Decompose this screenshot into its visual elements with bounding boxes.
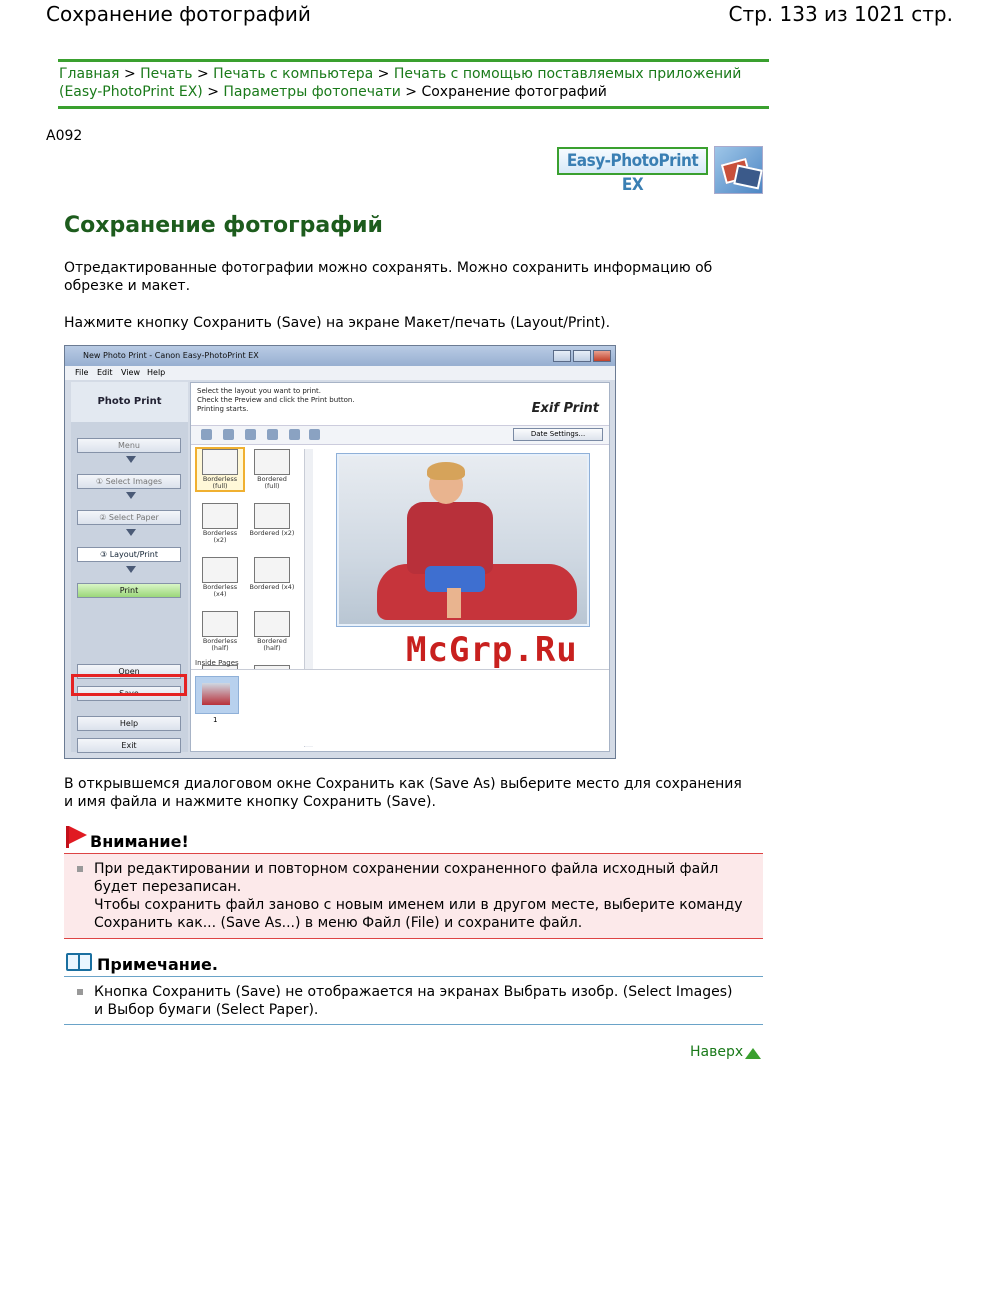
flag-icon [66, 826, 69, 848]
breadcrumb-link-home[interactable]: Главная [59, 66, 120, 82]
layout-item: Bordered (full) [249, 449, 295, 490]
select-images-step-button: ① Select Images [77, 474, 181, 489]
layout-item: Borderless (half) [197, 611, 243, 652]
down-arrow-icon [126, 566, 136, 573]
breadcrumb-separator: > [377, 66, 390, 82]
attention-title: Внимание! [90, 832, 189, 851]
layout-item: Bordered (x2) [249, 503, 295, 537]
bullet-icon [77, 989, 83, 995]
side-title: Photo Print [71, 382, 188, 422]
breadcrumb-separator: > [207, 84, 219, 100]
open-button: Open [77, 664, 181, 679]
app-badge: Easy-PhotoPrint EX [557, 147, 708, 175]
breadcrumb-link-print[interactable]: Печать [140, 66, 193, 82]
note-title: Примечание. [97, 955, 218, 974]
date-settings-button: Date Settings... [513, 428, 603, 441]
breadcrumb-separator: > [196, 66, 209, 82]
note-top-rule [64, 976, 763, 977]
toolbar [191, 425, 609, 445]
tool-icon [201, 429, 212, 440]
side-panel [71, 382, 188, 752]
menu-file: File [75, 368, 89, 377]
save-button: Save [77, 686, 181, 701]
note-bottom-rule [64, 1024, 763, 1025]
intro-paragraph: Отредактированные фотографии можно сохранять. Можно сохранить информацию об обрезке и макет. [64, 260, 713, 294]
maximize-icon [573, 350, 591, 362]
layout-item: Borderless (x2) [197, 503, 243, 544]
down-arrow-icon [126, 456, 136, 463]
breadcrumb-link-bundled-apps[interactable]: Печать с помощью поставляемых приложений (Easy-PhotoPrint EX) [59, 66, 742, 100]
instructions [197, 387, 355, 414]
exit-button: Exit [77, 738, 181, 753]
breadcrumb-link-photo-print-settings[interactable]: Параметры фотопечати [223, 84, 401, 100]
breadcrumb [59, 65, 759, 101]
layout-print-step-button: ③ Layout/Print [77, 547, 181, 562]
menu-view: View [121, 368, 140, 377]
bullet-icon [77, 866, 83, 872]
save-highlight-frame [71, 674, 187, 696]
page-thumbnail [195, 676, 239, 714]
tool-icon [223, 429, 234, 440]
breadcrumb-link-print-from-computer[interactable]: Печать с компьютера [213, 66, 374, 82]
attention-text-2: Чтобы сохранить файл заново с новым именем или в другом месте, выберите команду Сохранить как... (Save As...) в меню Файл (File) и сохраните файл. [94, 897, 743, 931]
app-photos-icon [714, 146, 763, 194]
instruction-line: Check the Preview and click the Print button. [197, 396, 355, 404]
note-text: Кнопка Сохранить (Save) не отображается на экранах Выбрать изобр. (Select Images) и Выбор бумаги (Select Paper). [94, 984, 733, 1018]
photo-preview [336, 453, 590, 627]
attention-text-1: При редактировании и повторном сохранении сохраненного файла исходный файл будет перезаписан. [94, 861, 719, 895]
breadcrumb-bottom-rule [58, 106, 769, 109]
page-title: Сохранение фотографий [64, 213, 383, 238]
minimize-icon [553, 350, 571, 362]
breadcrumb-separator: > [123, 66, 136, 82]
menu-step-button: Menu [77, 438, 181, 453]
menu-bar [65, 366, 615, 380]
layout-item: Bordered (half) [249, 611, 295, 652]
layout-item: Borderless (full) [197, 449, 243, 490]
doc-code: A092 [46, 128, 83, 144]
layout-item: Borderless (x4) [197, 557, 243, 598]
menu-help: Help [147, 368, 166, 377]
down-arrow-icon [126, 529, 136, 536]
instruction-line: Printing starts. [197, 405, 249, 413]
select-paper-step-button: ② Select Paper [77, 510, 181, 525]
app-screenshot [64, 345, 616, 759]
save-as-paragraph: В открывшемся диалоговом окне Сохранить как (Save As) выберите место для сохранения и имя файла и нажмите кнопку Сохранить (Save). [64, 776, 742, 810]
instruction-line: Select the layout you want to print. [197, 387, 322, 395]
print-button: Print [77, 583, 181, 598]
inside-pages-label: Inside Pages [195, 659, 239, 667]
window-titlebar [65, 346, 615, 366]
watermark: McGrp.Ru [406, 630, 578, 670]
window-title: New Photo Print - Canon Easy-PhotoPrint EX [83, 351, 259, 360]
help-button: Help [77, 716, 181, 731]
inside-pages-pane [191, 669, 609, 746]
breadcrumb-top-rule [58, 59, 769, 62]
layout-item: Bordered (x4) [249, 557, 295, 591]
tool-icon [289, 429, 300, 440]
breadcrumb-current: Сохранение фотографий [421, 84, 607, 100]
breadcrumb-separator: > [405, 84, 418, 100]
note-book-icon [66, 953, 92, 971]
down-arrow-icon [126, 492, 136, 499]
exif-print-logo: Exif Print [531, 401, 599, 416]
layout-print-panel [190, 382, 610, 752]
close-icon [593, 350, 611, 362]
page-counter: Стр. 133 из 1021 стр. [728, 2, 953, 26]
tool-icon [267, 429, 278, 440]
page-number: 1 [213, 716, 218, 724]
crop-icon [245, 429, 256, 440]
menu-edit: Edit [97, 368, 113, 377]
back-to-top-link[interactable]: Наверх [690, 1044, 744, 1060]
page-header-title: Сохранение фотографий [46, 2, 311, 26]
instruction-paragraph: Нажмите кнопку Сохранить (Save) на экране Макет/печать (Layout/Print). [64, 315, 611, 331]
tool-icon [309, 429, 320, 440]
up-arrow-icon[interactable] [745, 1048, 761, 1059]
